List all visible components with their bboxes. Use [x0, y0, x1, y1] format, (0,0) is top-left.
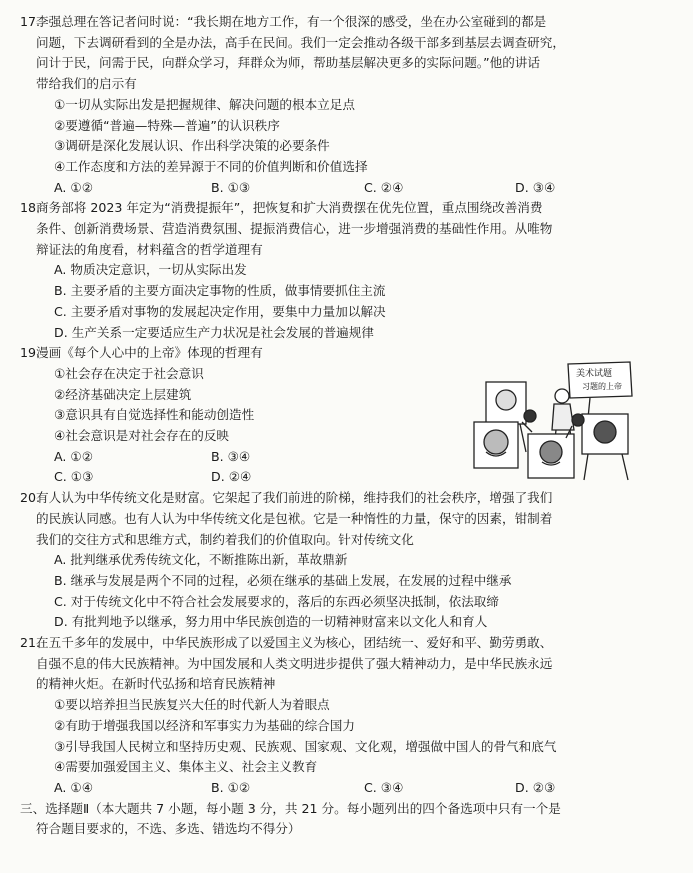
cartoon-illustration — [472, 356, 640, 486]
question-number: 21. — [20, 635, 41, 651]
question-stem-line: 带给我们的启示有 — [36, 76, 137, 92]
question-stem-line: 有人认为中华传统文化是财富。它架起了我们前进的阶梯，维持我们的社会秩序，增强了我们 — [36, 490, 553, 506]
option-d: D. 有批判地予以继承，努力用中华民族创造的一切精神财富来以文化人和育人 — [54, 614, 488, 630]
question-stem-line: 辩证法的角度看，材料蕴含的哲学道理有 — [36, 241, 263, 257]
statement-item: ②要遵循“普遍—特殊—普遍”的认识秩序 — [54, 117, 280, 133]
option-d: D. ②④ — [211, 469, 252, 485]
statement-item: ③意识具有自觉选择性和能动创造性 — [54, 407, 255, 423]
option-b: B. ③④ — [211, 448, 251, 464]
question-21 — [0, 633, 693, 799]
question-stem-line: 我们的交往方式和思维方式，制约着我们的价值取向。针对传统文化 — [36, 531, 414, 547]
option-c: C. ②④ — [364, 179, 404, 195]
option-c: C. 对于传统文化中不符合社会发展要求的，落后的东西必须坚决抵制，依法取缔 — [54, 593, 499, 609]
statement-item: ①一切从实际出发是把握规律、解决问题的根本立足点 — [54, 96, 355, 112]
section-heading-line: 符合题目要求的，不选、多选、错选均不得分） — [36, 821, 301, 837]
question-20 — [0, 488, 693, 633]
question-number: 20. — [20, 490, 41, 506]
option-b: B. 继承与发展是两个不同的过程，必须在继承的基础上发展，在发展的过程中继承 — [54, 572, 512, 588]
statement-item: ②经济基础决定上层建筑 — [54, 386, 192, 402]
cartoon-sign-line-1: 美术试题 — [576, 369, 613, 379]
question-17 — [0, 12, 693, 198]
question-stem-line: 在五千多年的发展中，中华民族形成了以爱国主义为核心，团结统一、爱好和平、勤劳勇敢、 — [36, 635, 553, 651]
cartoon-drawing — [472, 356, 640, 486]
question-stem-line: 李强总理在答记者问时说：“我长期在地方工作，有一个很深的感受，坐在办公室碰到的都是 — [36, 14, 547, 29]
question-stem-line: 的精神火炬。在新时代弘扬和培育民族精神 — [36, 676, 276, 692]
question-stem-line: 问计于民，问需于民，向群众学习，拜群众为师，帮助基层解决更多的实际问题。”他的讲话 — [36, 55, 540, 71]
option-a: A. ①② — [54, 448, 93, 464]
statement-item: ④社会意识是对社会存在的反映 — [54, 428, 230, 444]
statement-item: ④需要加强爱国主义、集体主义、社会主义教育 — [54, 759, 318, 775]
option-a: A. 批判继承优秀传统文化，不断推陈出新，革故鼎新 — [54, 552, 348, 568]
option-c: C. 主要矛盾对事物的发展起决定作用，要集中力量加以解决 — [54, 303, 386, 319]
statement-item: ③引导我国人民树立和坚持历史观、民族观、国家观、文化观，增强做中国人的骨气和底气 — [54, 738, 557, 754]
section-3-heading — [0, 799, 693, 840]
question-number: 18. — [20, 200, 41, 216]
question-stem-line: 问题，下去调研看到的全是办法，高手在民间。我们一定会推动各级干部多到基层去调查研究， — [36, 34, 565, 50]
option-c: C. ①③ — [54, 469, 94, 485]
question-stem-line: 条件、创新消费场景、营造消费氛围、提振消费信心，进一步增强消费的基础性作用。从唯物 — [36, 221, 553, 237]
question-stem-line: 商务部将 2023 年定为“消费提振年”，把恢复和扩大消费摆在优先位置，重点围绕改善消费 — [36, 200, 543, 216]
option-c: C. ③④ — [364, 779, 404, 795]
option-b: B. ①③ — [211, 179, 251, 195]
option-d: D. ②③ — [515, 779, 556, 795]
option-a: A. ①④ — [54, 779, 93, 795]
question-stem-line: 的民族认同感。也有人认为中华传统文化是包袱。它是一种惰性的力量，保守的因素，钳制着 — [36, 510, 553, 526]
section-heading-line: 三、选择题Ⅱ（本大题共 7 小题，每小题 3 分，共 21 分。每小题列出的四个备选项中只有一个是 — [20, 800, 561, 816]
option-d: D. 生产关系一定要适应生产力状况是社会发展的普遍规律 — [54, 324, 374, 340]
option-a: A. ①② — [54, 179, 93, 195]
question-stem-line: 漫画《每个人心中的上帝》体现的哲理有 — [36, 345, 263, 361]
statement-item: ③调研是深化发展认识、作出科学决策的必要条件 — [54, 138, 330, 154]
statement-item: ①要以培养担当民族复兴大任的时代新人为着眼点 — [54, 697, 330, 713]
answer-options — [0, 178, 693, 199]
statement-item: ②有助于增强我国以经济和军事实力为基础的综合国力 — [54, 717, 355, 733]
cartoon-sign-line-2: 习题的上帝 — [582, 382, 622, 391]
option-b: B. ①② — [211, 779, 251, 795]
option-b: B. 主要矛盾的主要方面决定事物的性质，做事情要抓住主流 — [54, 283, 386, 299]
question-number: 19. — [20, 345, 41, 361]
statement-item: ①社会存在决定于社会意识 — [54, 365, 204, 381]
option-a: A. 物质决定意识，一切从实际出发 — [54, 262, 247, 278]
question-stem-line: 自强不息的伟大民族精神。为中国发展和人类文明进步提供了强大精神动力，是中华民族永远 — [36, 655, 553, 671]
option-d: D. ③④ — [515, 179, 556, 195]
answer-options — [0, 778, 693, 799]
statement-item: ④工作态度和方法的差异源于不同的价值判断和价值选择 — [54, 158, 368, 174]
question-number: 17. — [20, 14, 41, 29]
question-18 — [0, 198, 693, 343]
